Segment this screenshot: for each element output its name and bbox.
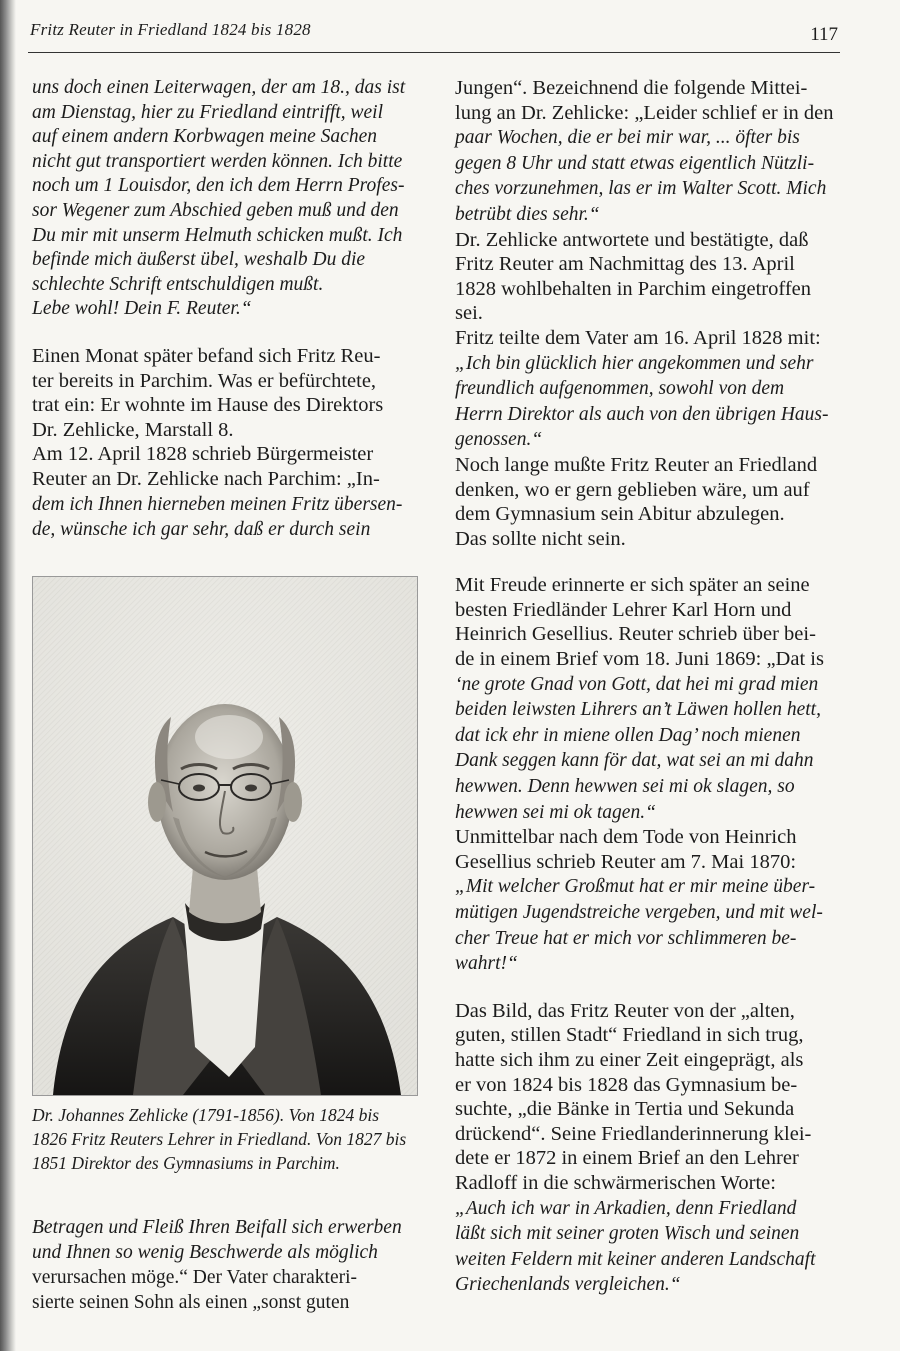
paragraph: [455, 453, 840, 551]
text-line: Du mir mit unserm Helmuth schicken mußt. Ich: [32, 224, 403, 246]
letter-quote: [32, 76, 416, 322]
text-line: Mit Freude erinnerte er sich später an seine: [455, 574, 810, 597]
text-line: dem ich Ihnen hierneben meinen Fritz übersen-: [32, 493, 403, 515]
text-line: dete er 1872 in einem Brief an den Lehrer: [455, 1147, 799, 1170]
text-line: dem Gymnasium sein Abitur abzulegen.: [455, 503, 785, 526]
text-line: Reuter an Dr. Zehlicke nach Parchim: „In-: [32, 467, 380, 490]
lower-left-paragraph: [32, 1215, 416, 1315]
text-line: Dr. Zehlicke antwortete und bestätigte, daß: [455, 228, 809, 251]
caption-line: 1826 Fritz Reuters Lehrer in Friedland. Von 1827 bis: [32, 1129, 407, 1149]
text-line: Unmittelbar nach dem Tode von Heinrich: [455, 826, 797, 849]
text-line: sei.: [455, 302, 483, 325]
text-line: Am 12. April 1828 schrieb Bürgermeister: [32, 443, 374, 466]
page-number: 117: [810, 24, 838, 45]
text-line: freundlich aufgenommen, sowohl von dem: [455, 378, 785, 400]
text-line: und Ihnen so wenig Beschwerde als möglich: [32, 1242, 378, 1263]
running-title: Fritz Reuter in Friedland 1824 bis 1828: [30, 20, 311, 39]
text-line: Dr. Zehlicke, Marstall 8.: [32, 418, 234, 441]
text-line: Dank seggen kann för dat, wat sei an mi dahn: [455, 750, 814, 772]
header-rule: [28, 52, 840, 53]
text-line: guten, stillen Stadt“ Friedland in sich trug,: [455, 1024, 804, 1047]
text-line: sierte seinen Sohn als einen „sonst guten: [32, 1292, 350, 1313]
text-line: am Dienstag, hier zu Friedland eintrifft, weil: [32, 101, 383, 123]
text-line: er von 1824 bis 1828 das Gymnasium be-: [455, 1073, 798, 1096]
right-column: [455, 76, 840, 1298]
paragraph: [455, 228, 840, 326]
text-line: de in einem Brief vom 18. Juni 1869: „Dat is: [455, 648, 824, 671]
text-line: hatte sich ihm zu einer Zeit eingeprägt, als: [455, 1048, 804, 1071]
text-line: „Auch ich war in Arkadien, denn Friedland: [455, 1197, 797, 1219]
text-line: ‘ne grote Gnad von Gott, dat hei mi grad mien: [455, 673, 819, 695]
text-line: besten Friedländer Lehrer Karl Horn und: [455, 598, 792, 621]
text-line: Radloff in die schwärmerischen Worte:: [455, 1171, 776, 1194]
text-line: „Ich bin glücklich hier angekommen und sehr: [455, 352, 814, 374]
text-line: Lebe wohl! Dein F. Reuter.“: [32, 298, 252, 320]
text-line: gegen 8 Uhr und statt etwas eigentlich Nützli-: [455, 152, 815, 174]
text-line: 1828 wohlbehalten in Parchim eingetroffen: [455, 277, 811, 300]
text-line: de, wünsche ich gar sehr, daß er durch sein: [32, 519, 371, 541]
paragraph: [32, 344, 416, 442]
text-line: „Mit welcher Großmut hat er mir meine über-: [455, 876, 816, 898]
text-line: suchte, „die Bänke in Tertia und Sekunda: [455, 1098, 795, 1121]
text-line: Fritz Reuter am Nachmittag des 13. April: [455, 253, 795, 276]
portrait-figure: [32, 576, 418, 1096]
text-line: Noch lange mußte Fritz Reuter an Friedland: [455, 453, 818, 476]
text-line: auf einem andern Korbwagen meine Sachen: [32, 126, 377, 148]
text-line: genossen.“: [455, 429, 543, 451]
paragraph: [455, 76, 840, 228]
text-line: hewwen sei mi ok tagen.“: [455, 801, 656, 823]
text-line: beiden leiwsten Lihrers an’t Läwen hollen hett,: [455, 699, 821, 721]
text-line: Betragen und Fleiß Ihren Beifall sich erwerben: [32, 1217, 402, 1238]
text-line: lung an Dr. Zehlicke: „Leider schlief er in den: [455, 101, 834, 124]
text-line: dat ick ehr in miene ollen Dag’ noch mienen: [455, 724, 801, 746]
text-line: läßt sich mit seiner groten Wisch und seinen: [455, 1223, 800, 1245]
book-spine-shadow: [0, 0, 16, 1351]
text-line: drückend“. Seine Friedlanderinnerung klei-: [455, 1122, 812, 1145]
left-column: [32, 76, 416, 543]
text-line: Gesellius schrieb Reuter am 7. Mai 1870:: [455, 850, 797, 873]
text-line: uns doch einen Leiterwagen, der am 18., das ist: [32, 77, 406, 98]
paragraph: [455, 825, 840, 977]
portrait-engraving: [33, 577, 417, 1095]
text-line: Herrn Direktor als auch von den übrigen Haus-: [455, 403, 829, 425]
paragraph: [455, 573, 840, 825]
text-line: Griechenlands vergleichen.“: [455, 1274, 681, 1296]
text-line: verursachen möge.“ Der Vater charakteri-: [32, 1267, 358, 1288]
text-line: sor Wegener zum Abschied geben muß und den: [32, 199, 399, 221]
text-line: mütigen Jugendstreiche vergeben, und mit wel-: [455, 902, 823, 923]
text-line: Fritz teilte dem Vater am 16. April 1828 mit:: [455, 326, 821, 349]
text-line: schlechte Schrift entschuldigen mußt.: [32, 273, 324, 295]
text-line: ter bereits in Parchim. Was er befürchtete,: [32, 369, 377, 392]
paragraph: [32, 442, 416, 542]
caption-line: Dr. Johannes Zehlicke (1791-1856). Von 1824 bis: [32, 1105, 380, 1125]
text-line: ches vorzunehmen, las er im Walter Scott. Mich: [455, 178, 827, 200]
text-line: nicht gut transportiert werden können. Ich bitte: [32, 150, 403, 172]
caption-line: 1851 Direktor des Gymnasiums in Parchim.: [32, 1153, 340, 1173]
text-line: betrübt dies sehr.“: [455, 203, 600, 225]
text-line: Das Bild, das Fritz Reuter von der „alten,: [455, 999, 795, 1022]
text-line: denken, wo er gern geblieben wäre, um auf: [455, 478, 810, 501]
text-line: befinde mich äußerst übel, weshalb Du die: [32, 249, 366, 271]
text-line: cher Treue hat er mich vor schlimmeren be-: [455, 927, 797, 949]
text-line: wahrt!“: [455, 953, 518, 975]
text-line: hewwen. Denn hewwen sei mi ok slagen, so: [455, 776, 795, 798]
text-line: trat ein: Er wohnte im Hause des Direktors: [32, 394, 384, 417]
text-line: weiten Feldern mit keiner anderen Landschaft: [455, 1248, 816, 1270]
paragraph: [455, 999, 840, 1298]
text-line: Heinrich Gesellius. Reuter schrieb über bei-: [455, 623, 816, 646]
text-line: noch um 1 Louisdor, den ich dem Herrn Profes-: [32, 175, 405, 197]
figure-caption: [32, 1103, 416, 1175]
text-line: paar Wochen, die er bei mir war, ... öfter bis: [455, 127, 800, 149]
text-line: Das sollte nicht sein.: [455, 527, 626, 550]
paragraph: [455, 326, 840, 453]
text-line: Einen Monat später befand sich Fritz Reu-: [32, 344, 381, 367]
text-line: Jungen“. Bezeichnend die folgende Mittei-: [455, 77, 808, 99]
